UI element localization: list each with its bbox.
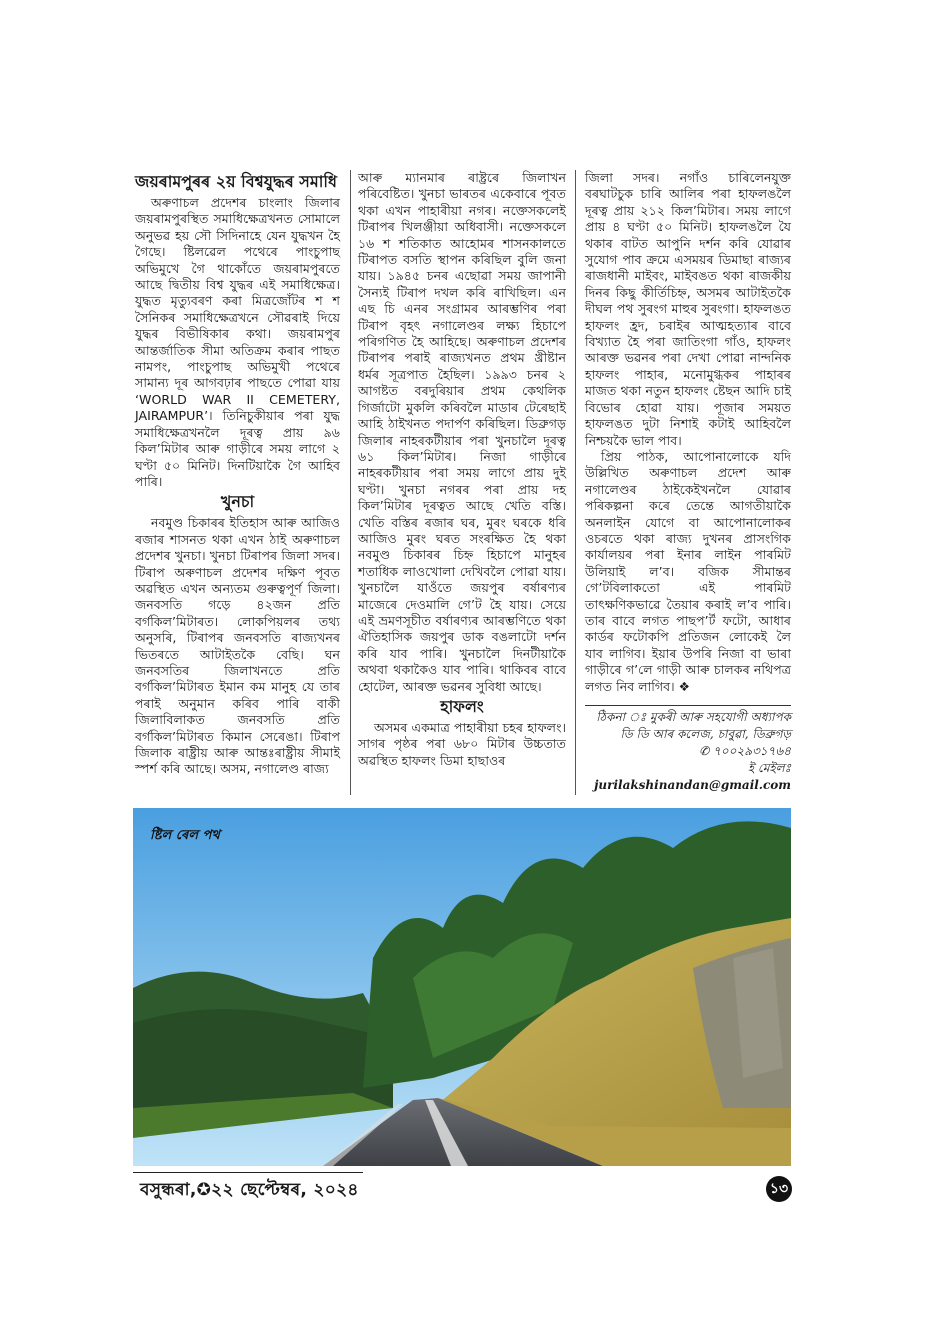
paragraph: আৰু ম্যানমাৰ ৰাষ্ট্ৰৰে জিলাখন পৰিবেষ্টিত। খুনচা ভাৰতৰ একেবাৰে পূবত থকা এখন পাহাৰীয়া নগৰ। নক্তেসকলেই টিৰাপৰ খিলঞ্জীয়া অধিবাসী। নক্তেসকলে ১৬ শ শতিকাত আহোমৰ শাসনকালতে টিৰাপত বসতি স্থাপন কৰিছিল বুলি জনা যায়। ১৯৪৫ চনৰ এছোৱা সময় জাপানী সৈন্যই টিৰাপ দখল কৰি ৰাখিছিল। এন এছ চি এনৰ সংগ্ৰামৰ আৰম্ভণিৰ পৰা টিৰাপ বৃহৎ নগালেণ্ডৰ লক্ষ্য হিচাপে পৰিগণিত হৈ আহিছে। অৰুণাচল প্ৰদেশৰ টিৰাপৰ পৰাই ৰাজ্যখনত প্ৰথম খ্ৰীষ্টান ধৰ্মৰ সূত্ৰপাত হৈছিল। ১৯৯৩ চনৰ ২ আগষ্টত বৰদুৰিয়াৰ প্ৰথম কেথলিক গিৰ্জাটো মুকলি কৰিবলৈ মাডাৰ টেৰেছাই আহি ঠাইখনত পদাৰ্পণ কৰিছিল। ডিব্ৰুগড় জিলাৰ নাহৰকটীয়াৰ পৰা খুনচালৈ দূৰত্ব ৬১ কিল’মিটাৰ। নিজা গাড়ীৰে নাহৰকটীয়াৰ পৰা সময় লাগে প্ৰায় দুই ঘণ্টা। খুনচা নগৰৰ পৰা প্ৰায় দহ কিল’মিটাৰ দূৰত্বত আছে খেতি বস্তি। খেতি বস্তিৰ ৰজাৰ ঘৰ, মুৰং ঘৰকে ধৰি আজিও মুৰং ঘৰত সংৰক্ষিত হৈ থকা নবমুণ্ড চিকাৰৰ চিহ্ন হিচাপে মানুহৰ শতাধিক লাওখোলা দেখিবলৈ পোৱা যায়। খুনচালৈ যাওঁতে জয়পুৰ বৰ্ষাৰণ্যৰ মাজেৰে দেওমালি গে’ট হৈ যায়। সেয়ে এই ভ্ৰমণসূচীত বৰ্ষাৰণ্যৰ আৰম্ভণিতে থকা ঐতিহাসিক জয়পুৰ ডাক বঙলাটো দৰ্শন কৰি যাব পাৰি। খুনচালৈ দিনটীয়াকৈ অথবা থকাকৈও যাব পাৰি। থাকিবৰ বাবে হোটেল, আৰক্ত ভৱনৰ সুবিধা আছে। xyxy=(358,170,566,694)
page-number: ১৩ xyxy=(766,1176,792,1202)
section-heading-haflong: হাফলং xyxy=(440,697,484,716)
publication-footer: বসুন্ধৰা,✪২২ ছেপ্টেম্বৰ, ২০২৪ xyxy=(140,1180,359,1200)
paragraph: অৰুণাচল প্ৰদেশৰ চাংলাং জিলাৰ জয়ৰামপুৰস্থিত সমাধিক্ষেত্ৰখনত সোমালে অনুভৱ হয় সৌ সিদিনাহে যেন যুদ্ধখন হৈ গৈছে। ষ্টিলৱেল পথেৰে পাংচুপাছ অভিমুখে গৈ থাকোঁতে জয়ৰামপুৰতে আছে দ্বিতীয় বিশ্ব যুদ্ধৰ এই সমাধিক্ষেত্ৰ। যুদ্ধত মৃত্যুবৰণ কৰা মিত্ৰজোঁটৰ শ শ সৈনিকৰ সমাধিক্ষেত্ৰখনে সৌৱৰাই দিয়ে যুদ্ধৰ বিভীষিকাৰ কথা। জয়ৰামপুৰ আন্তৰ্জাতিক সীমা অতিক্ৰম কৰাৰ পাছত নামপং, পাংচুপাছ অভিমুখী পথেৰে সামান্য দূৰ আগবঢ়াৰ পাছতে পোৱা যায় ‘WORLD WAR II CEMETERY, JAIRAMPUR’। তিনিচুকীয়াৰ পৰা যুদ্ধ সমাধিক্ষেত্ৰখনলৈ দূৰত্ব প্ৰায় ৯৬ কিল’মিটাৰ আৰু গাড়ীৰে সময় লাগে ২ ঘণ্টা ৫০ মিনিট। দিনটিয়াকৈ গৈ আহিব পাৰি। xyxy=(135,195,340,489)
column-1 xyxy=(135,170,340,778)
contact-college: ডি ডি আৰ কলেজ, চাবুৱা, ডিব্ৰুগড় xyxy=(620,727,791,741)
photo-caption: ষ্টিল ৰেল পথ xyxy=(150,828,220,843)
article-heading: জয়ৰামপুৰৰ ২য় বিশ্বযুদ্ধৰ সমাধি xyxy=(135,172,337,191)
contact-phone: ✆ ৭০০২৯৩১৭৬৪ xyxy=(699,744,791,758)
column-divider xyxy=(575,170,576,795)
section-heading-khunsa: খুনচা xyxy=(220,492,255,512)
footer-rule xyxy=(133,1172,363,1173)
contact-email-label: ই মেইলঃ xyxy=(747,761,791,775)
road-photo xyxy=(133,808,791,1166)
column-3 xyxy=(585,170,791,695)
paragraph: জিলা সদৰ। নগাঁও চাৰিলেনযুক্ত বৰঘাটচুক চাৰি আলিৰ পৰা হাফলঙলৈ দূৰত্ব প্ৰায় ২১২ কিল’মিটাৰ। সময় লাগে প্ৰায় ৪ ঘণ্টা ৫০ মিনিট। হাফলঙলৈ যৈ থকাৰ বাটত আপুনি দৰ্শন কৰি যোৱাৰ সুযোগ পাব ক্ৰমে এসময়ৰ ডিমাছা ৰাজ্যৰ ৰাজধানী মাইবং, মাইবঙত থকা ৰাজকীয় দিনৰ কিছু কীৰ্তিচিহ্ন, অসমৰ আটাইতকৈ দীঘল পথ সুৰংগ মাহুৰ সুৰংগা। হাফলঙত হাফলং হ্ৰদ, চৰাইৰ আত্মহত্যাৰ বাবে বিখ্যাত হৈ পৰা জাতিংগা গাঁও, হাফলং আৰক্ত ভৱনৰ পৰা দেখা পোৱা নান্দনিক হাফলং পাহাৰ, মনোমুগ্ধকৰ পাহাৰৰ মাজত থকা নতুন হাফলং ষ্টেছন আদি চাই বিভোৰ হোৱা যায়। পূজাৰ সময়ত হাফলঙত দুটা নিশাই কটাই আহিবলৈ নিশ্চয়কৈ ভাল পাব। xyxy=(585,170,791,448)
contact-rule xyxy=(585,705,791,706)
paragraph: প্ৰিয় পাঠক, আপোনালোকে যদি উল্লিখিত অৰুণাচল প্ৰদেশ আৰু নগালেণ্ডৰ ঠাইকেইখনলৈ যোৱাৰ পৰিকল্পনা কৰে তেন্তে আগতীয়াকৈ অনলাইন যোগে বা আপোনালোকৰ ওচৰতে থকা ৰাজ্য দুখনৰ প্ৰাসংগিক কাৰ্যালয়ৰ পৰা ইনাৰ লাইন পাৰমিট উলিয়াই ল’ব। বজিক সীমান্তৰ গে’টবিলাকতো এই পাৰমিট তাৎক্ষণিকভাৱে তৈয়াৰ কৰাই ল’ব পাৰি। তাৰ বাবে লগত পাছপ’ৰ্ট ফটো, আধাৰ কাৰ্ডৰ ফটোকপি প্ৰতিজন লোকেই লৈ যাব লাগিব। ইয়াৰ উপৰি নিজা বা ভাৰা গাড়ীৰে গ’লে গাড়ী আৰু চালকৰ নথিপত্ৰ লগত নিব লাগিব। ❖ xyxy=(585,448,791,694)
column-2 xyxy=(358,170,566,769)
contact-email: jurilakshinandan@gmail.com xyxy=(594,778,791,792)
paragraph: নবমুণ্ড চিকাৰৰ ইতিহাস আৰু আজিও ৰজাৰ শাসনত থকা এখন ঠাই অৰুণাচল প্ৰদেশৰ খুনচা। খুনচা টিৰাপৰ জিলা সদৰ। টিৰাপ অৰুণাচল প্ৰদেশৰ দক্ষিণ পূবত অৱস্থিত এখন অন্যতম গুৰুত্বপূৰ্ণ জিলা। জনবসতি গড়ে ৪২জন প্ৰতি বৰ্গকিল’মিটাৰত। লোকপিয়লৰ তথ্য অনুসৰি, টিৰাপৰ জনবসতি ৰাজ্যখনৰ ভিতৰতে আটাইতকৈ বেছি। ঘন জনবসতিৰ জিলাখনতে প্ৰতি বৰ্গকিল’মিটাৰত ইমান কম মানুহ যে তাৰ পৰাই অনুমান কৰিব পাৰি বাকী জিলাবিলাকত জনবসতি প্ৰতি বৰ্গকিল’মিটাৰত কিমান সেৰেঙা। টিৰাপ জিলাক ৰাষ্ট্ৰীয় আৰু আন্তঃৰাষ্ট্ৰীয় সীমাই স্পৰ্শ কৰি আছে। অসম, নগালেণ্ড ৰাজ্য xyxy=(135,515,340,777)
contact-address: ঠিকনা ঃ মুকৰী আৰু সহযোগী অধ্যাপক xyxy=(596,710,791,724)
road-landscape-illustration xyxy=(133,808,791,1166)
author-contact xyxy=(585,705,791,794)
paragraph: অসমৰ একমাত্ৰ পাহাৰীয়া চহৰ হাফলং। সাগৰ পৃষ্ঠৰ পৰা ৬৮০ মিটাৰ উচ্চতাত অৱস্থিত হাফলং ডিমা হাছাওৰ xyxy=(358,720,566,768)
column-divider xyxy=(350,170,351,795)
